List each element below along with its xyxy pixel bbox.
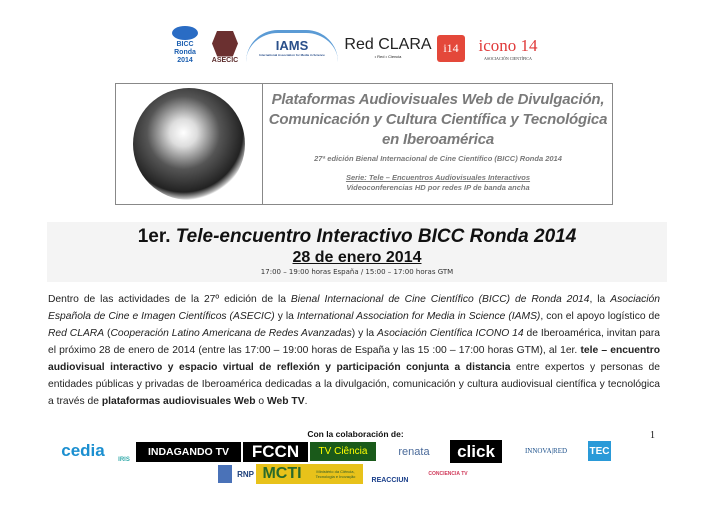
globe-image bbox=[133, 88, 245, 200]
logo-indagando-tv: INDAGANDO TV bbox=[136, 442, 241, 462]
logo-tv-ciencia: TV Ciência bbox=[310, 442, 376, 461]
logo-mcti: MCTI bbox=[256, 464, 308, 484]
body-text-segment: International Association for Media in Science (IAMS) bbox=[296, 311, 541, 322]
banner-edition: 27ª edición Bienal Internacional de Cine Científico (BICC) Ronda 2014 bbox=[314, 154, 562, 163]
event-title: 1er. Tele-encuentro Interactivo BICC Ronda 2014 bbox=[137, 226, 577, 247]
logo-rnp: RNP bbox=[218, 465, 254, 483]
banner-text-cell bbox=[264, 84, 612, 204]
body-text-segment: plataformas audiovisuales Web bbox=[101, 396, 256, 407]
body-text-segment: , con el apoyo logístico de bbox=[540, 311, 660, 322]
body-text-segment: tele – encuentro audiovisual interactivo y espacio virtual de reflexión y participación conjunta a distancia bbox=[48, 345, 661, 373]
logo-ministerio: Ministério da Ciência, Tecnologia e Inovação bbox=[308, 464, 363, 484]
body-text-segment: , la bbox=[589, 294, 611, 305]
body-text-segment: o bbox=[255, 396, 268, 407]
body-text-segment: . bbox=[304, 396, 308, 407]
logo-iris: IRIS bbox=[118, 457, 130, 463]
body-text-segment: ) y la bbox=[351, 328, 378, 339]
logo-renata: renata bbox=[398, 446, 430, 458]
event-date: 28 de enero 2014 bbox=[292, 249, 422, 266]
page-number: 1 bbox=[650, 430, 655, 441]
body-text-segment: Asociación Científica ICONO 14 bbox=[377, 328, 524, 339]
body-text-segment: entre expertos y personas de entidades públicas y privadas de Iberoamérica dedicadas a la divulgación, comunicación y cultura audiovisual científica y tecnológica a través de bbox=[48, 362, 660, 407]
body-text-segment: ( bbox=[104, 328, 111, 339]
body-text-segment: Asociación Española de Cine e Imagen Científicos (ASECIC) bbox=[48, 294, 660, 322]
logo-reacciun: REACCIUN bbox=[371, 477, 409, 484]
body-text-segment: Web TV bbox=[267, 396, 305, 407]
logo-bicc: BICC Ronda 2014 bbox=[166, 26, 204, 65]
logo-asecic: ASECIC bbox=[208, 28, 242, 66]
logo-click: click bbox=[450, 440, 502, 463]
banner-title: Plataformas Audiovisuales Web de Divulgación, Comunicación y Cultura Científica y Tecnológica en Iberoamérica bbox=[268, 91, 608, 148]
body-text-segment: Dentro de las actividades de la 27º edición de la bbox=[48, 294, 291, 305]
logo-i14: i14 bbox=[437, 35, 465, 62]
logo-conciencia-tv: CONCIENCIA TV bbox=[428, 471, 468, 477]
banner-box bbox=[115, 83, 613, 205]
logo-innovared: INNOVA|RED bbox=[524, 447, 568, 455]
logo-tec: TEC bbox=[588, 441, 611, 461]
event-hours: 17:00 – 19:00 horas España / 15:00 – 17:00 horas GTM bbox=[260, 268, 454, 276]
logo-icono14: icono 14 ASOCIACIÓN CIENTÍFICA bbox=[478, 35, 538, 61]
banner-subtitle: Videoconferencias HD por redes IP de banda ancha bbox=[346, 183, 530, 192]
body-text-segment: Cooperación Latino Americana de Redes Avanzadas bbox=[110, 328, 352, 339]
banner-series: Serie: Tele – Encuentros Audiovisuales Interactivos bbox=[345, 173, 531, 182]
body-text-segment: de Iberoamérica, invitan para el próximo 28 de enero de 2014 (entre las 17:00 – 19:00 horas de España y las 15 :00 – 17:00 horas GTM), al 1er. bbox=[48, 328, 660, 356]
banner-image-cell bbox=[116, 84, 263, 204]
logo-iams: IAMS International Association for Media in Science bbox=[246, 30, 338, 62]
logo-fccn: FCCN bbox=[243, 442, 308, 462]
body-text-segment: y la bbox=[274, 311, 297, 322]
body-text-segment: Bienal Internacional de Cine Científico (BICC) de Ronda 2014 bbox=[290, 294, 590, 305]
body-paragraph bbox=[48, 291, 660, 410]
collab-label: Con la colaboración de: bbox=[307, 429, 404, 439]
logo-cedia: cedia bbox=[61, 441, 105, 460]
body-text-segment: Red CLARA bbox=[48, 328, 105, 339]
event-band bbox=[47, 222, 667, 282]
logo-redclara: Red CLARA • Red • Ciencia bbox=[344, 35, 432, 59]
